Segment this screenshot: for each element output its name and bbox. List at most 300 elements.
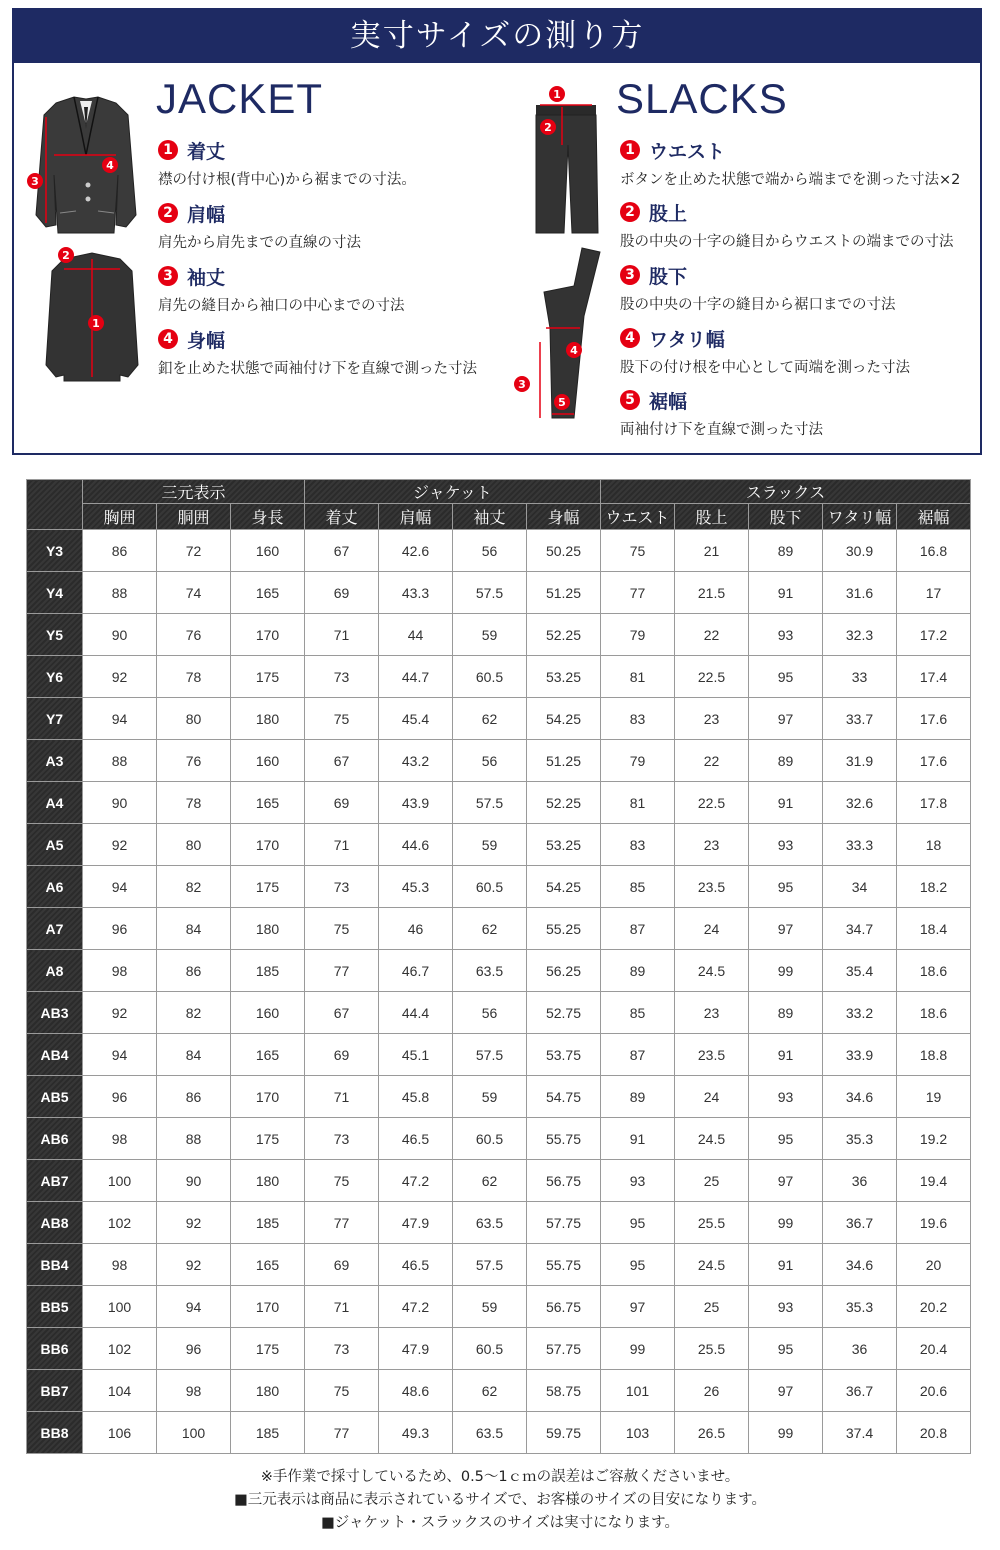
table-cell: 19.2 [897,1118,971,1160]
table-cell: 47.9 [379,1202,453,1244]
num-3-icon: 3 [620,265,640,285]
table-cell: 97 [749,1160,823,1202]
table-row [27,1244,971,1286]
size-label: Y3 [27,530,83,572]
size-label: AB7 [27,1160,83,1202]
table-cell: 59 [453,824,527,866]
table-cell: 57.5 [453,572,527,614]
table-cell: 95 [601,1202,675,1244]
table-cell: 104 [83,1370,157,1412]
table-cell: 98 [157,1370,231,1412]
table-cell: 34.7 [823,908,897,950]
size-label: AB3 [27,992,83,1034]
table-cell: 46.7 [379,950,453,992]
table-cell: 97 [749,1370,823,1412]
table-cell: 96 [157,1328,231,1370]
num-5-icon: 5 [620,390,640,410]
group-header: スラックス [601,480,971,504]
slacks-item-label: ワタリ幅 [649,328,725,351]
table-cell: 101 [601,1370,675,1412]
table-cell: 20.2 [897,1286,971,1328]
slacks-item-hem [620,387,823,439]
table-cell: 43.3 [379,572,453,614]
slacks-item-desc: 両袖付け下を直線で測った寸法 [620,422,823,438]
table-cell: 71 [305,1286,379,1328]
table-cell: 17.6 [897,740,971,782]
table-row [27,1370,971,1412]
table-cell: 51.25 [527,572,601,614]
table-cell: 103 [601,1412,675,1454]
jacket-item-label: 肩幅 [187,203,226,226]
table-cell: 56.75 [527,1286,601,1328]
size-label: BB8 [27,1412,83,1454]
table-cell: 60.5 [453,1328,527,1370]
svg-text:4: 4 [570,344,578,357]
table-cell: 16.8 [897,530,971,572]
table-cell: 90 [83,614,157,656]
table-cell: 185 [231,1412,305,1454]
table-cell: 81 [601,656,675,698]
table-cell: 84 [157,1034,231,1076]
table-cell: 60.5 [453,866,527,908]
table-cell: 62 [453,1370,527,1412]
table-cell: 24.5 [675,1244,749,1286]
table-cell: 23 [675,992,749,1034]
table-cell: 20.4 [897,1328,971,1370]
svg-text:1: 1 [92,317,100,330]
table-cell: 22.5 [675,782,749,824]
size-label: Y6 [27,656,83,698]
size-label: A4 [27,782,83,824]
column-header-row [27,504,971,530]
jacket-item-shoulder [158,200,361,252]
table-cell: 69 [305,572,379,614]
table-cell: 45.4 [379,698,453,740]
table-cell: 180 [231,1160,305,1202]
table-cell: 67 [305,740,379,782]
slacks-item-desc: 股の中央の十字の縫目から裾口までの寸法 [620,297,896,313]
table-cell: 19.6 [897,1202,971,1244]
num-4-icon: 4 [620,328,640,348]
table-cell: 46.5 [379,1244,453,1286]
table-cell: 52.75 [527,992,601,1034]
table-cell: 97 [749,698,823,740]
table-cell: 18.2 [897,866,971,908]
table-cell: 93 [601,1160,675,1202]
column-header: 身長 [231,504,305,530]
size-label: Y5 [27,614,83,656]
table-cell: 56.75 [527,1160,601,1202]
table-cell: 73 [305,1328,379,1370]
table-cell: 88 [83,572,157,614]
table-cell: 91 [601,1118,675,1160]
table-cell: 86 [157,950,231,992]
table-cell: 35.4 [823,950,897,992]
table-cell: 85 [601,992,675,1034]
num-2-icon: 2 [620,202,640,222]
table-row [27,740,971,782]
column-header: ウエスト [601,504,675,530]
table-cell: 87 [601,1034,675,1076]
table-cell: 86 [157,1076,231,1118]
size-label: A5 [27,824,83,866]
table-cell: 96 [83,1076,157,1118]
slacks-item-rise [620,199,954,251]
table-cell: 92 [83,656,157,698]
table-cell: 89 [749,530,823,572]
table-cell: 83 [601,698,675,740]
slacks-item-label: 股下 [649,265,688,288]
table-cell: 55.75 [527,1244,601,1286]
table-cell: 95 [749,1328,823,1370]
size-table [26,479,971,1454]
table-cell: 80 [157,824,231,866]
table-cell: 24.5 [675,1118,749,1160]
jacket-item-desc: 肩先の縫目から袖口の中心までの寸法 [158,298,405,314]
table-cell: 94 [83,698,157,740]
table-cell: 54.25 [527,866,601,908]
table-cell: 89 [601,950,675,992]
table-cell: 185 [231,1202,305,1244]
table-cell: 45.3 [379,866,453,908]
column-header: 袖丈 [453,504,527,530]
num-2-icon: 2 [158,203,178,223]
table-cell: 54.75 [527,1076,601,1118]
table-cell: 20.8 [897,1412,971,1454]
table-cell: 52.25 [527,782,601,824]
table-cell: 62 [453,698,527,740]
table-cell: 57.5 [453,1034,527,1076]
table-cell: 93 [749,614,823,656]
table-cell: 35.3 [823,1286,897,1328]
table-cell: 18.6 [897,950,971,992]
table-cell: 45.8 [379,1076,453,1118]
table-cell: 99 [749,950,823,992]
column-header: 肩幅 [379,504,453,530]
table-row [27,1160,971,1202]
slacks-item-label: 股上 [649,202,688,225]
jacket-item-desc: 肩先から肩先までの直線の寸法 [158,235,361,251]
table-cell: 17.8 [897,782,971,824]
table-cell: 82 [157,866,231,908]
jacket-item-label: 袖丈 [187,266,226,289]
table-cell: 19.4 [897,1160,971,1202]
table-cell: 17 [897,572,971,614]
table-cell: 77 [305,1202,379,1244]
table-cell: 165 [231,782,305,824]
table-cell: 19 [897,1076,971,1118]
table-cell: 86 [83,530,157,572]
table-cell: 17.4 [897,656,971,698]
table-cell: 43.9 [379,782,453,824]
table-cell: 33.3 [823,824,897,866]
num-4-icon: 4 [158,329,178,349]
table-cell: 23.5 [675,866,749,908]
table-cell: 71 [305,1076,379,1118]
table-cell: 44.7 [379,656,453,698]
table-cell: 75 [305,1160,379,1202]
table-cell: 100 [157,1412,231,1454]
slacks-item-waist [620,137,960,189]
table-cell: 75 [601,530,675,572]
table-cell: 185 [231,950,305,992]
table-cell: 180 [231,698,305,740]
column-header: 裾幅 [897,504,971,530]
size-label: A3 [27,740,83,782]
table-cell: 67 [305,992,379,1034]
table-row [27,1076,971,1118]
column-header: 股上 [675,504,749,530]
table-cell: 160 [231,740,305,782]
svg-text:5: 5 [558,396,566,409]
slacks-item-desc: 股下の付け根を中心として両端を測った寸法 [620,360,910,376]
table-cell: 18.4 [897,908,971,950]
slacks-item-thigh [620,325,910,377]
table-cell: 98 [83,950,157,992]
table-cell: 50.25 [527,530,601,572]
table-cell: 77 [305,950,379,992]
table-cell: 37.4 [823,1412,897,1454]
table-cell: 84 [157,908,231,950]
table-cell: 71 [305,824,379,866]
table-cell: 20.6 [897,1370,971,1412]
table-cell: 17.2 [897,614,971,656]
table-cell: 76 [157,740,231,782]
table-cell: 165 [231,1034,305,1076]
table-cell: 95 [749,1118,823,1160]
table-cell: 52.25 [527,614,601,656]
table-cell: 47.9 [379,1328,453,1370]
table-cell: 47.2 [379,1160,453,1202]
table-cell: 97 [601,1286,675,1328]
table-cell: 18.8 [897,1034,971,1076]
svg-text:1: 1 [553,88,561,101]
table-cell: 59.75 [527,1412,601,1454]
table-cell: 100 [83,1160,157,1202]
table-cell: 73 [305,866,379,908]
table-cell: 63.5 [453,950,527,992]
footnote: ■三元表示は商品に表示されているサイズで、お客様のサイズの目安になります。 [234,1492,766,1508]
table-cell: 170 [231,1076,305,1118]
svg-text:3: 3 [31,175,39,188]
table-cell: 36.7 [823,1202,897,1244]
jacket-title: JACKET [156,75,324,122]
footnote: ※手作業で採寸しているため、0.5～1ｃｍの誤差はご容赦くださいませ。 [260,1469,740,1485]
table-cell: 99 [601,1328,675,1370]
table-cell: 22 [675,740,749,782]
table-cell: 49.3 [379,1412,453,1454]
table-cell: 78 [157,782,231,824]
size-label: A7 [27,908,83,950]
table-cell: 91 [749,782,823,824]
table-cell: 32.6 [823,782,897,824]
table-cell: 33.7 [823,698,897,740]
table-cell: 95 [749,656,823,698]
slacks-side-illustration [510,246,610,426]
size-label: A8 [27,950,83,992]
table-row [27,1286,971,1328]
table-row [27,866,971,908]
table-cell: 82 [157,992,231,1034]
num-3-icon: 3 [158,266,178,286]
table-cell: 175 [231,1118,305,1160]
group-header: 三元表示 [83,480,305,504]
table-cell: 45.1 [379,1034,453,1076]
table-cell: 55.75 [527,1118,601,1160]
group-header: ジャケット [305,480,601,504]
table-cell: 59 [453,614,527,656]
table-cell: 23.5 [675,1034,749,1076]
table-cell: 92 [157,1244,231,1286]
slacks-item-desc: 股の中央の十字の縫目からウエストの端までの寸法 [620,234,954,250]
svg-text:2: 2 [544,121,552,134]
table-cell: 79 [601,740,675,782]
table-cell: 102 [83,1328,157,1370]
table-cell: 17.6 [897,698,971,740]
table-cell: 34 [823,866,897,908]
table-cell: 63.5 [453,1202,527,1244]
table-cell: 67 [305,530,379,572]
table-cell: 23 [675,824,749,866]
table-cell: 73 [305,1118,379,1160]
table-cell: 170 [231,1286,305,1328]
size-label: BB4 [27,1244,83,1286]
table-cell: 88 [83,740,157,782]
table-cell: 77 [305,1412,379,1454]
column-header: 胸囲 [83,504,157,530]
table-cell: 90 [157,1160,231,1202]
table-cell: 51.25 [527,740,601,782]
table-cell: 81 [601,782,675,824]
table-cell: 78 [157,656,231,698]
table-cell: 95 [601,1244,675,1286]
table-row [27,572,971,614]
table-cell: 165 [231,572,305,614]
table-row [27,698,971,740]
table-cell: 63.5 [453,1412,527,1454]
jacket-item-label: 身幅 [187,329,226,352]
table-cell: 44 [379,614,453,656]
svg-text:4: 4 [106,159,114,172]
table-cell: 96 [83,908,157,950]
size-label: A6 [27,866,83,908]
table-cell: 57.5 [453,1244,527,1286]
table-cell: 25.5 [675,1328,749,1370]
table-cell: 25.5 [675,1202,749,1244]
table-row [27,530,971,572]
guide-title: 実寸サイズの測り方 [14,10,980,63]
table-cell: 25 [675,1160,749,1202]
table-cell: 60.5 [453,656,527,698]
table-cell: 93 [749,824,823,866]
table-row [27,656,971,698]
slacks-front-illustration [528,85,608,245]
table-cell: 75 [305,908,379,950]
table-cell: 56 [453,992,527,1034]
size-label: Y7 [27,698,83,740]
table-cell: 98 [83,1244,157,1286]
table-row [27,908,971,950]
table-cell: 26.5 [675,1412,749,1454]
table-cell: 56 [453,530,527,572]
size-label: AB8 [27,1202,83,1244]
footnotes [0,1466,1000,1535]
table-cell: 56.25 [527,950,601,992]
table-cell: 42.6 [379,530,453,572]
table-row [27,1118,971,1160]
table-cell: 88 [157,1118,231,1160]
table-cell: 58.75 [527,1370,601,1412]
table-cell: 74 [157,572,231,614]
table-cell: 73 [305,656,379,698]
table-cell: 20 [897,1244,971,1286]
size-label: AB4 [27,1034,83,1076]
table-cell: 106 [83,1412,157,1454]
table-cell: 21.5 [675,572,749,614]
table-cell: 31.6 [823,572,897,614]
table-row [27,950,971,992]
column-header: 着丈 [305,504,379,530]
table-cell: 23 [675,698,749,740]
table-cell: 34.6 [823,1244,897,1286]
table-cell: 53.25 [527,824,601,866]
table-cell: 99 [749,1202,823,1244]
table-cell: 24.5 [675,950,749,992]
jacket-item-width [158,326,477,378]
table-cell: 87 [601,908,675,950]
table-cell: 24 [675,1076,749,1118]
table-cell: 44.4 [379,992,453,1034]
table-cell: 72 [157,530,231,572]
table-cell: 170 [231,614,305,656]
svg-text:2: 2 [62,249,70,262]
column-header: 股下 [749,504,823,530]
table-cell: 97 [749,908,823,950]
table-cell: 175 [231,656,305,698]
size-label: BB6 [27,1328,83,1370]
corner-cell [27,480,83,530]
table-cell: 18.6 [897,992,971,1034]
table-cell: 100 [83,1286,157,1328]
table-row [27,824,971,866]
table-cell: 71 [305,614,379,656]
table-cell: 59 [453,1076,527,1118]
table-cell: 21 [675,530,749,572]
table-cell: 94 [157,1286,231,1328]
table-cell: 98 [83,1118,157,1160]
table-cell: 57.5 [453,782,527,824]
table-cell: 77 [601,572,675,614]
table-cell: 175 [231,1328,305,1370]
table-cell: 75 [305,1370,379,1412]
table-cell: 91 [749,1244,823,1286]
group-header-row [27,480,971,504]
table-row [27,1412,971,1454]
jacket-front-illustration [26,95,144,245]
table-cell: 62 [453,908,527,950]
table-cell: 69 [305,782,379,824]
jacket-item-length [158,137,416,189]
table-cell: 60.5 [453,1118,527,1160]
table-cell: 79 [601,614,675,656]
table-row [27,992,971,1034]
table-cell: 95 [749,866,823,908]
table-cell: 36.7 [823,1370,897,1412]
table-cell: 22 [675,614,749,656]
table-cell: 92 [83,824,157,866]
table-cell: 26 [675,1370,749,1412]
svg-text:3: 3 [518,378,526,391]
